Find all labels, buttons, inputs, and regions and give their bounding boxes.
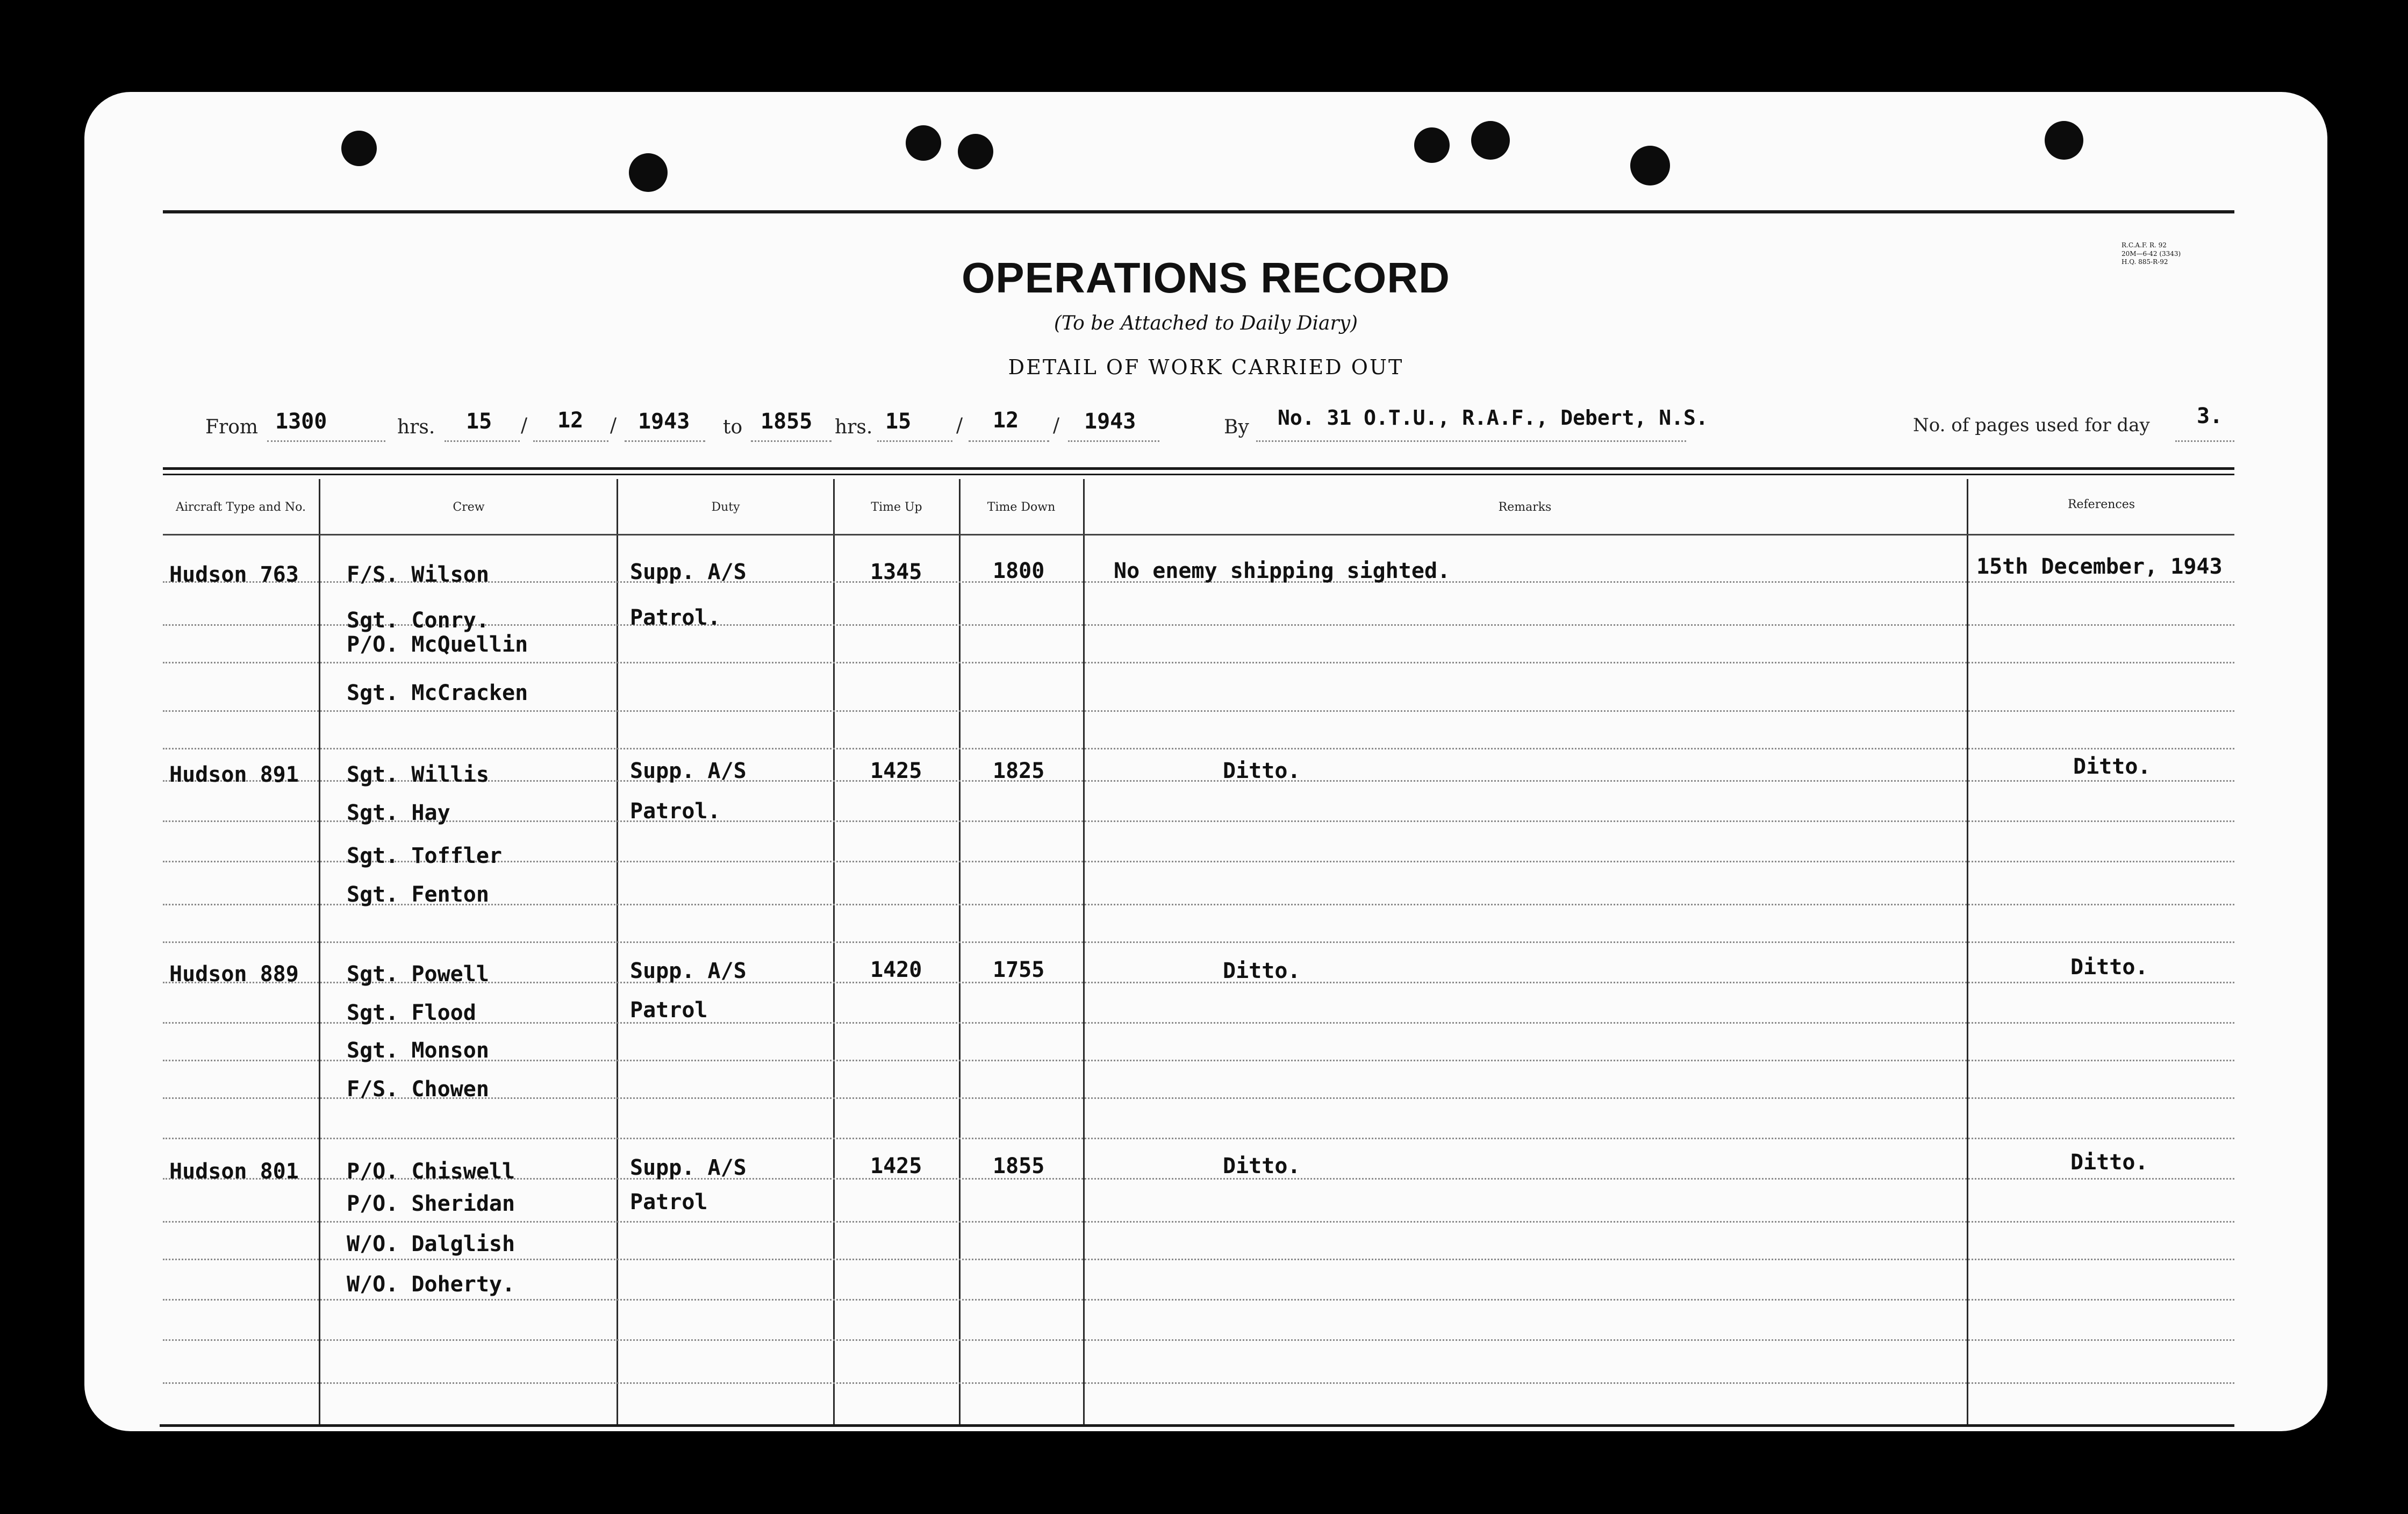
crew-member: Sgt. McCracken: [347, 681, 528, 705]
by-label: By: [1224, 416, 1249, 438]
time-up-cell: 1425: [870, 1154, 922, 1179]
crew-member: P/O. McQuellin: [347, 632, 528, 657]
references-cell: Ditto.: [2070, 955, 2148, 980]
punch-hole: [958, 134, 993, 169]
from-label: From: [205, 416, 258, 438]
from-year: 1943: [638, 409, 690, 434]
duty-line: Patrol: [630, 998, 708, 1023]
table-top-rule: [163, 474, 2234, 475]
crew-member: Sgt. Hay: [347, 801, 450, 825]
detail-heading: DETAIL OF WORK CARRIED OUT: [1008, 355, 1404, 379]
duty-line: Supp. A/S: [630, 959, 747, 983]
page-subtitle: (To be Attached to Daily Diary): [1054, 312, 1358, 334]
crew-member: P/O. Sheridan: [347, 1191, 515, 1216]
form-reference: [2122, 241, 2181, 267]
to-month: 12: [993, 408, 1019, 433]
unit-name: No. 31 O.T.U., R.A.F., Debert, N.S.: [1278, 406, 1708, 430]
crew-member: Sgt. Fenton: [347, 882, 489, 907]
to-label: to: [723, 416, 743, 438]
duty-line: Supp. A/S: [630, 1155, 747, 1180]
punch-hole: [2045, 121, 2083, 160]
time-up-cell: 1420: [870, 958, 922, 982]
punch-hole: [1414, 127, 1450, 163]
pages-label: No. of pages used for day: [1913, 415, 2150, 436]
from-month: 12: [557, 408, 584, 433]
to-time: 1855: [761, 409, 813, 434]
references-cell: Ditto.: [2070, 1150, 2148, 1175]
duty-line: Patrol.: [630, 799, 721, 824]
column-header-references: References: [2067, 498, 2135, 511]
table-top-rule: [163, 467, 2234, 470]
crew-member: P/O. Chiswell: [347, 1159, 515, 1184]
remarks-cell: Ditto.: [1223, 1154, 1301, 1179]
remarks-cell: Ditto.: [1223, 759, 1301, 783]
time-up-cell: 1425: [870, 759, 922, 783]
crew-member: Sgt. Monson: [347, 1038, 489, 1063]
punch-hole: [341, 131, 377, 166]
crew-member: Sgt. Conry.: [347, 608, 489, 633]
hrs-label: hrs.: [835, 416, 873, 438]
column-header-aircraft: Aircraft Type and No.: [175, 501, 306, 514]
duty-line: Patrol.: [630, 605, 721, 630]
crew-member: F/S. Wilson: [347, 562, 489, 587]
crew-member: Sgt. Powell: [347, 962, 489, 987]
to-day: 15: [885, 409, 912, 434]
from-day: 15: [466, 409, 492, 434]
form-ref-line: 20M—6-42 (3343): [2122, 249, 2181, 258]
table-bottom-rule: [160, 1424, 2234, 1427]
punch-hole: [906, 125, 941, 161]
crew-member: W/O. Doherty.: [347, 1272, 515, 1297]
column-header-crew: Crew: [453, 501, 485, 514]
column-header-time-up: Time Up: [871, 501, 922, 514]
duty-line: Patrol: [630, 1190, 708, 1215]
remarks-cell: Ditto.: [1223, 959, 1301, 983]
time-down-cell: 1755: [993, 958, 1045, 982]
remarks-cell: No enemy shipping sighted.: [1114, 559, 1451, 583]
time-down-cell: 1825: [993, 759, 1045, 783]
aircraft-cell: Hudson 889: [169, 962, 299, 987]
duty-line: Supp. A/S: [630, 759, 747, 783]
time-up-cell: 1345: [870, 560, 922, 584]
duty-line: Supp. A/S: [630, 560, 747, 584]
time-down-cell: 1800: [993, 559, 1045, 583]
crew-member: Sgt. Toffler: [347, 844, 502, 868]
references-cell: Ditto.: [2073, 754, 2151, 779]
aircraft-cell: Hudson 891: [169, 762, 299, 787]
punch-hole: [629, 153, 668, 192]
form-ref-line: R.C.A.F. R. 92: [2122, 241, 2167, 249]
top-rule: [163, 210, 2234, 213]
aircraft-cell: Hudson 801: [169, 1159, 299, 1184]
crew-member: F/S. Chowen: [347, 1077, 489, 1102]
punch-hole: [1471, 121, 1510, 160]
aircraft-cell: Hudson 763: [169, 562, 299, 587]
form-ref-line: H.Q. 885-R-92: [2122, 258, 2168, 266]
column-header-duty: Duty: [711, 501, 740, 514]
from-time: 1300: [275, 409, 327, 434]
hrs-label: hrs.: [397, 416, 435, 438]
pages-value: 3.: [2197, 404, 2223, 429]
crew-member: Sgt. Flood: [347, 1001, 476, 1025]
to-year: 1943: [1084, 409, 1136, 434]
crew-member: Sgt. Willis: [347, 762, 489, 787]
column-header-remarks: Remarks: [1498, 501, 1552, 514]
column-header-time-down: Time Down: [987, 501, 1056, 514]
time-down-cell: 1855: [993, 1154, 1045, 1179]
operations-record-card: OPERATIONS RECORD (To be Attached to Daily Diary) DETAIL OF WORK CARRIED OUT R.C.A.F. R. 92 20M—6-42 (3343) H.Q. 885-R-92 From 1300 hrs. 15 / 12 / 1943 to 1855 hrs. 15 / 12 / 1943 By No. 31 O.T.U., R.A.F., Debert, N.S. No. of pages used for day 3. Aircraft Type and No. Crew Duty Time Up Time Down Remarks References Hudson 763 F/S. Wilson Sgt. Conry. P/O. McQuellin Sgt. McCracken Supp. A/S Patrol. 1345 1800 No enemy shipping sighted. 15th December, 1943 Hudson 891 Sgt. Willis Sgt. Hay Sgt. Toffler Sgt. Fenton Supp. A/S Patrol. 1425 1825 Ditto. Ditto. Hudson 889 Sgt. Powell Sgt. Flood Sgt. Monson F/S. Chowen Supp. A/S Patrol 1420 1755 Ditto. Ditto. Hudson 801 P/O. Chiswell P/O. Sheridan W/O. Dalglish W/O. Doherty. Supp. A/S Patrol 1425 1855 Ditto. Ditto.: [84, 92, 2327, 1431]
punch-hole: [1630, 146, 1670, 185]
crew-member: W/O. Dalglish: [347, 1232, 515, 1256]
page-title: OPERATIONS RECORD: [962, 254, 1450, 302]
references-cell: 15th December, 1943: [1976, 554, 2223, 579]
